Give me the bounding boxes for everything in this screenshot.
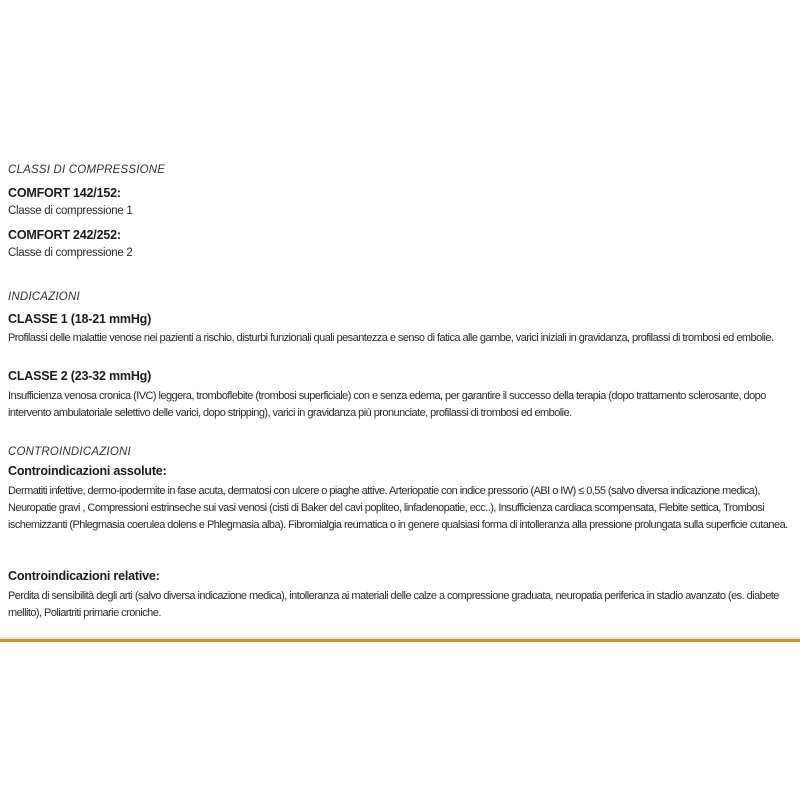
controindicazioni-relative-heading: Controindicazioni relative: <box>8 569 160 583</box>
controindicazioni-assolute-paragraph: Dermatiti infettive, dermo-ipodermite in fase acuta, dermatosi con ulcere o piaghe attive. Arteriopatie con indice pressorio (ABI o IW) ≤ 0,55 (salvo diversa indicazione medica), Neuropatie gravi , Compressioni estrinseche sui vasi venosi (cisti di Baker del cavi popliteo, linfadenopatie, ecc..), Insufficienza cardiaca scompensata, Flebite settica, Trombosi ischemizzanti (Phlegmasia coerulea dolens e Phlegmasia alba). Fibromialgia reumatica o in genere qualsiasi forma di intolleranza alla pressione prolungata sulla superficie cutanea. <box>8 485 788 531</box>
section-label-controindicazioni: CONTROINDICAZIONI <box>8 446 131 458</box>
comfort-242-252-class-text: Classe di compressione 2 <box>8 247 133 259</box>
section-label-indicazioni: INDICAZIONI <box>8 291 80 303</box>
comfort-142-152-class-text: Classe di compressione 1 <box>8 205 133 217</box>
comfort-242-252-heading: COMFORT 242/252: <box>8 228 121 242</box>
classe-2-heading: CLASSE 2 (23-32 mmHg) <box>8 369 152 383</box>
classe-1-indication-paragraph: Profilassi delle malattie venose nei pazienti a rischio, disturbi funzionali quali pesantezza e senso di fatica alle gambe, varici iniziali in gravidanza, profilassi di trombosi ed embolie. <box>8 332 774 344</box>
gold-divider-rule <box>0 639 800 642</box>
comfort-142-152-heading: COMFORT 142/152: <box>8 186 121 200</box>
controindicazioni-relative-paragraph: Perdita di sensibilità degli arti (salvo diversa indicazione medica), intolleranza ai materiali delle calze a compressione graduata, neuropatia periferica in stadio avanzato (es. diabete mellito), Poliartriti primarie croniche. <box>8 590 779 619</box>
classe-1-heading: CLASSE 1 (18-21 mmHg) <box>8 312 152 326</box>
controindicazioni-assolute-heading: Controindicazioni assolute: <box>8 464 167 478</box>
classe-2-indication-paragraph: Insufficienza venosa cronica (IVC) leggera, tromboflebite (trombosi superficiale) con e senza edema, per garantire il successo della terapia (dopo trattamento sclerosante, dopo intervento ambulatoriale selettivo delle varici, dopo stripping), varici in gravidanza più pronunciate, profilassi di trombosi ed embolie. <box>8 390 766 419</box>
section-label-classi-di-compressione: CLASSI DI COMPRESSIONE <box>8 164 166 176</box>
